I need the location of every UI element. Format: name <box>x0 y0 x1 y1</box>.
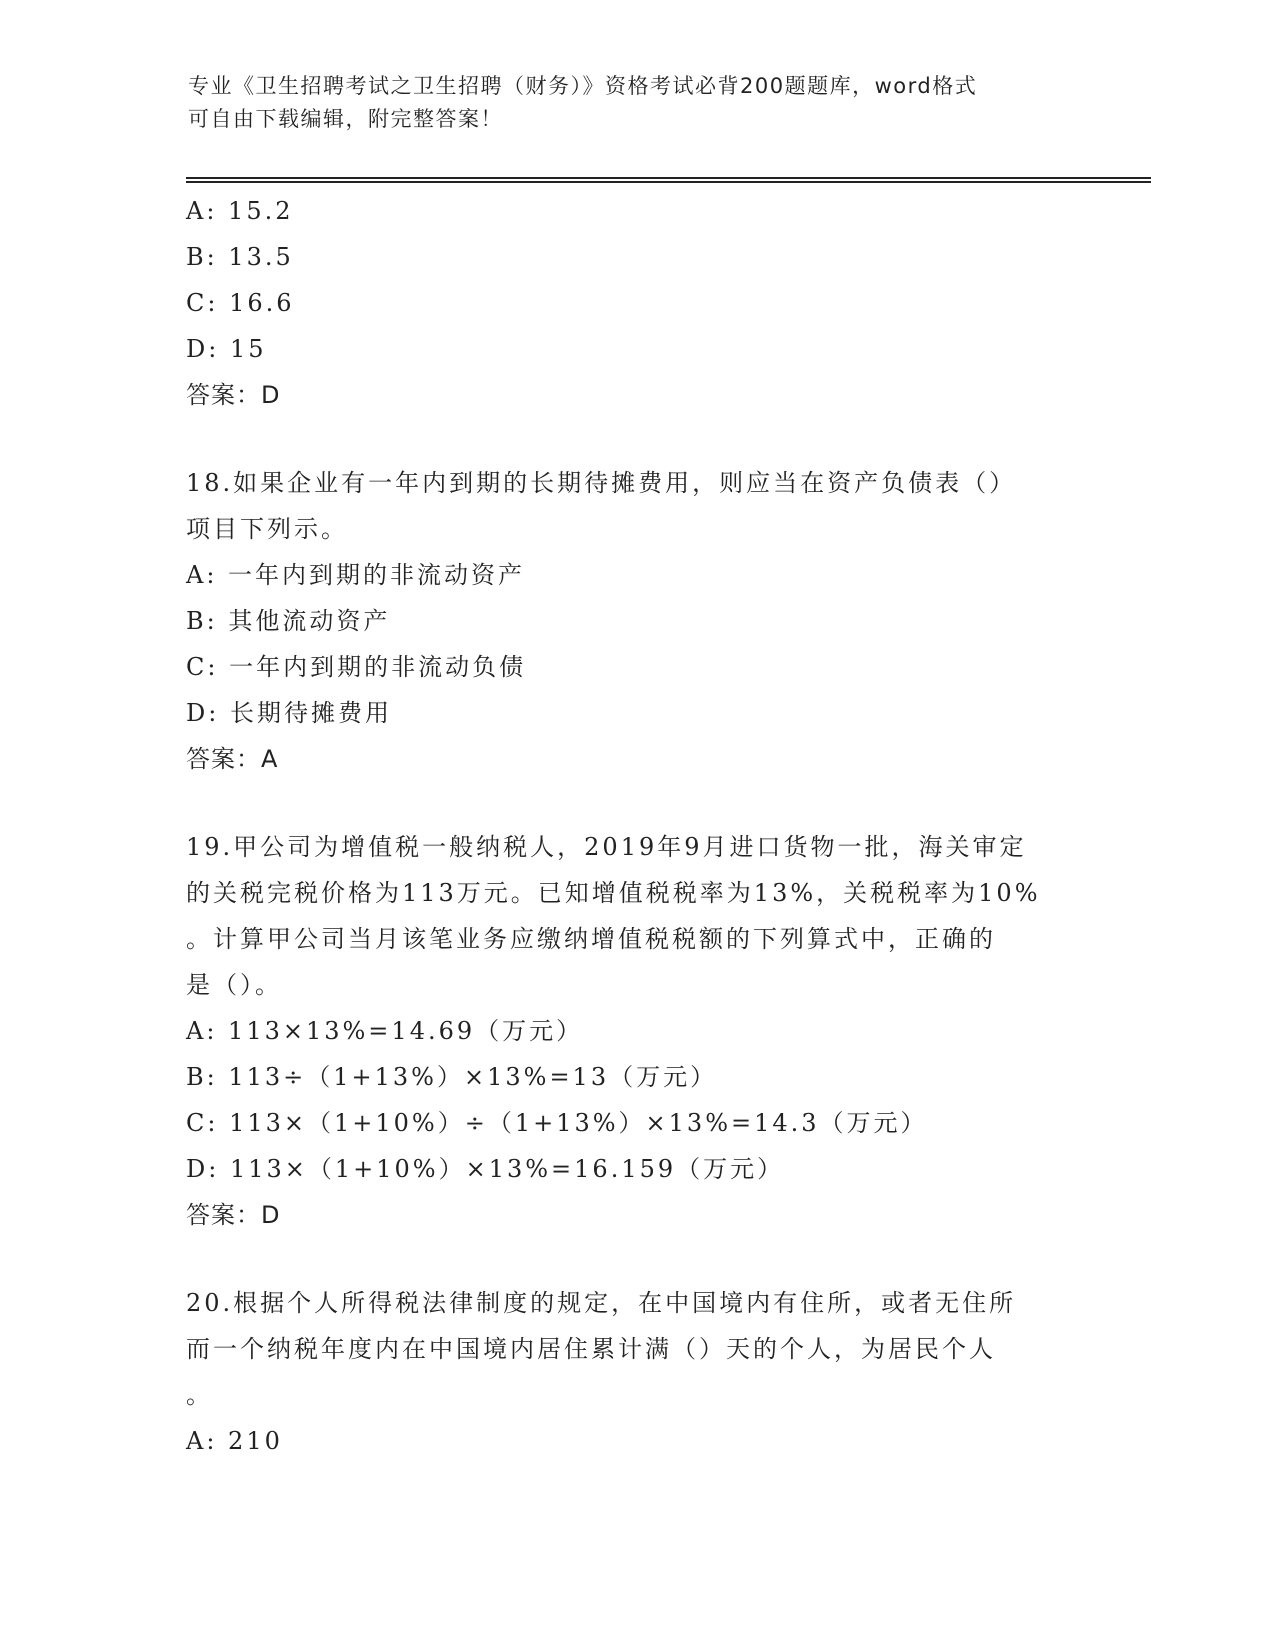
question-stem-line: 而一个纳税年度内在中国境内居住累计满（）天的个人，为居民个人 <box>186 1335 996 1363</box>
question-stem-line: 。计算甲公司当月该笔业务应缴纳增值税税额的下列算式中，正确的 <box>186 925 996 953</box>
spacer <box>186 418 1086 460</box>
header-title-line-2: 可自由下载编辑，附完整答案！ <box>188 107 503 131</box>
option-c: C: 一年内到期的非流动负债 <box>186 653 527 681</box>
option-d: D: 15 <box>186 335 267 363</box>
header-title-line-1: 专业《卫生招聘考试之卫生招聘（财务）》资格考试必背200题题库，word格式 <box>188 74 978 98</box>
question-stem-line: 项目下列示。 <box>186 515 348 543</box>
question-stem-line: 的关税完税价格为113万元。已知增值税税率为13%，关税税率为10% <box>186 879 1041 907</box>
option-b: B: 其他流动资产 <box>186 607 391 635</box>
question-stem-line: 是（）。 <box>186 971 282 999</box>
option-a: A: 210 <box>186 1427 283 1455</box>
option-d: D: 113×（1+10%）×13%=16.159（万元） <box>186 1155 785 1183</box>
question-stem-line: 。 <box>186 1381 213 1409</box>
document-header <box>188 70 1068 136</box>
header-divider-top <box>186 177 1151 179</box>
option-d: D: 长期待摊费用 <box>186 699 392 727</box>
answer-line: 答案：D <box>186 1201 281 1229</box>
question-content <box>186 188 1086 1464</box>
question-19-block <box>186 824 1086 1238</box>
option-b: B: 13.5 <box>186 243 294 271</box>
question-18-block <box>186 460 1086 782</box>
option-b: B: 113÷（1+13%）×13%=13（万元） <box>186 1063 718 1091</box>
question-stem-line: 19.甲公司为增值税一般纳税人，2019年9月进口货物一批，海关审定 <box>186 833 1027 861</box>
question-stem-line: 18.如果企业有一年内到期的长期待摊费用，则应当在资产负债表（） <box>186 469 1017 497</box>
question-17-block <box>186 188 1086 418</box>
answer-line: 答案：A <box>186 745 279 773</box>
option-a: A: 15.2 <box>186 197 294 225</box>
option-a: A: 113×13%=14.69（万元） <box>186 1017 584 1045</box>
spacer <box>186 782 1086 824</box>
option-c: C: 16.6 <box>186 289 295 317</box>
spacer <box>186 1238 1086 1280</box>
header-divider-bottom <box>186 181 1151 183</box>
option-a: A: 一年内到期的非流动资产 <box>186 561 526 589</box>
question-20-block <box>186 1280 1086 1464</box>
option-c: C: 113×（1+10%）÷（1+13%）×13%=14.3（万元） <box>186 1109 928 1137</box>
question-stem-line: 20.根据个人所得税法律制度的规定，在中国境内有住所，或者无住所 <box>186 1289 1017 1317</box>
answer-line: 答案：D <box>186 381 281 409</box>
